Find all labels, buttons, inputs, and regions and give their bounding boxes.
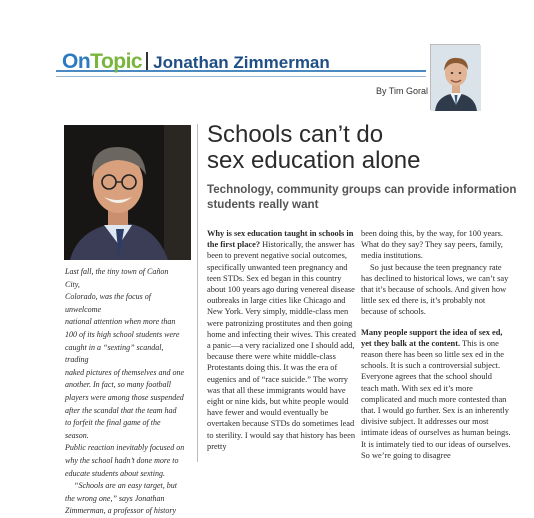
interview-answer: This is one reason there has been so little sex ed in the schools. It is such a controversial subject. Everyone agrees that the school should teach math. With sex ed it’s more complicated and much more contested than that. I would go further. Sex is an inherently divisive subject. It addresses our most intimate ideas of ourselves as human beings. It is intimately tied to our ideas of ourselves. So we’re going to disagree xyxy=(361,338,511,460)
author-name: Jonathan Zimmerman xyxy=(153,53,330,72)
brand-separator xyxy=(146,52,148,70)
body-paragraph: So just because the teen pregnancy rate has declined to historical lows, we can’t say that it’s because of schools. And given how little sex ed there is, it’s probably not because of schools. xyxy=(361,262,509,317)
caption-line: Colorado, was the focus of unwelcome xyxy=(65,292,152,314)
quote-line: the wrong one,” says Jonathan xyxy=(65,493,165,503)
body-paragraph: been doing this, by the way, for 100 years. What do they say? They say peers, family, media institutions. xyxy=(361,229,504,261)
caption-line: 100 of its high school students were xyxy=(65,329,180,339)
caption-line: Last fall, the tiny town of Cañon City, xyxy=(65,267,169,289)
author-headshot xyxy=(430,44,480,110)
interview-question: Many people support the idea of sex ed, yet they balk at the content. xyxy=(361,327,503,348)
caption-line: why the school hadn’t done more to xyxy=(65,455,179,465)
brand-topic: Topic xyxy=(90,50,143,73)
body-paragraph xyxy=(207,228,357,452)
article-title xyxy=(207,122,507,174)
caption-line: naked pictures of themselves and one xyxy=(65,367,185,377)
author-portrait xyxy=(64,125,191,260)
body-paragraph xyxy=(361,327,511,461)
body-column-2 xyxy=(361,228,511,461)
interview-question: Why is sex education taught in schools in the first place? xyxy=(207,229,354,250)
body-column-1 xyxy=(207,228,357,452)
caption-line: national attention when more than xyxy=(65,317,176,327)
title-line-2: sex education alone xyxy=(207,147,421,174)
caption-line: after the scandal that the team had xyxy=(65,405,177,415)
byline: By Tim Goral xyxy=(376,86,429,96)
brand-on: On xyxy=(62,50,91,73)
headshot-illustration xyxy=(431,45,481,111)
column-header xyxy=(62,50,330,76)
quote-line: “Schools are an easy target, but xyxy=(74,481,177,491)
sidebar-intro xyxy=(65,266,185,518)
quote-line: Zimmerman, a professor of history xyxy=(65,506,177,516)
caption-line: to forfeit the final game of the season. xyxy=(65,418,161,440)
caption-line: caught in a “sexting” scandal, trading xyxy=(65,342,164,365)
column-divider xyxy=(197,124,198,462)
header-rule-thin xyxy=(56,76,426,77)
portrait-illustration xyxy=(64,125,191,260)
caption-line: players were among those suspended xyxy=(65,392,184,402)
interview-answer: Historically, the answer has been to prevent negative social outcomes, specifically unwanted teen pregnancy and teen STDs. Sex ed began in this country about 100 years ago during venereal disease outbreaks in large cities like Chicago and New York. Very simply, middle-class men were patronizing prostitutes and then going home and infecting their wives. This created a panic—a very racialized one I should add, because there were white middle-class Protestants doing this. It was the era of eugenics and of “race suicide.” The worry was that all these immigrants would have eight or nine kids, but white people would have fewer and would eventually be overtaken because STDs do sometimes lead to sterility. I would say that history has been pretty xyxy=(207,240,356,451)
caption-line: Public reaction inevitably focused on xyxy=(65,443,185,453)
article-deck: Technology, community groups can provide information students really want xyxy=(207,183,517,211)
title-line-1: Schools can’t do xyxy=(207,121,384,148)
caption-line: educate students about sexting. xyxy=(65,468,165,478)
caption-line: another. In fact, so many football xyxy=(65,380,171,390)
